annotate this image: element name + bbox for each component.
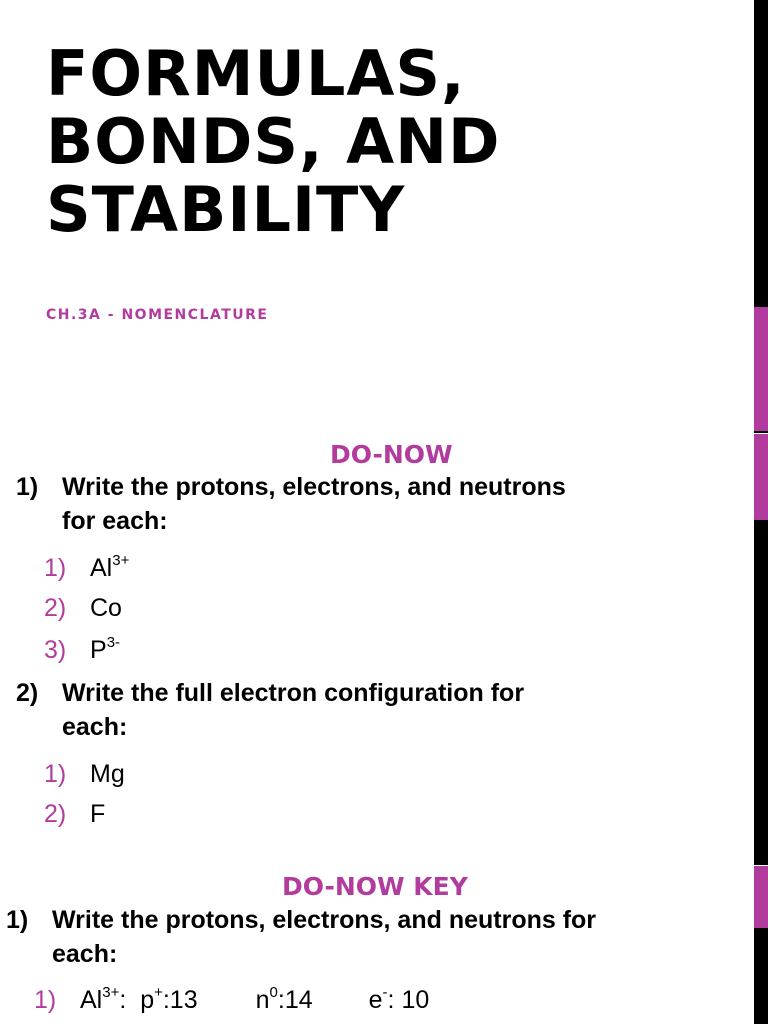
question-1-line-1: Write the protons, electrons, and neutrons (62, 473, 566, 501)
slide-title (46, 37, 501, 246)
list-item: 1) $Al^{3+}$ (44, 552, 130, 582)
sidebar-accent (754, 434, 768, 520)
do-now-key-heading: DO-NOW KEY (282, 872, 468, 901)
key-question-1-line-2: each: (52, 940, 118, 968)
list-item: 1) Mg (44, 760, 125, 788)
title-line-3: STABILITY (46, 173, 406, 246)
slide-sidebar (754, 866, 768, 1024)
question-1-number: 1) (16, 473, 39, 501)
key-question-1-line-1: Write the protons, electrons, and neutrons for (52, 906, 597, 934)
slide-sidebar (754, 434, 768, 865)
slide-subtitle: CH.3A - NOMENCLATURE (46, 307, 269, 323)
sidebar-accent (754, 866, 768, 928)
electron-value: : 10 (387, 986, 430, 1014)
answer-row: 1) $Al^{3+}$: p+:13 $n^0:14$ e-: 10 (34, 984, 430, 1014)
list-item: 2) Co (44, 594, 122, 622)
title-slide (0, 0, 754, 433)
slide-sidebar (754, 0, 768, 433)
question-2-line-2: each: (62, 713, 128, 741)
key-question-1 (6, 903, 746, 971)
key-question-1-number: 1) (6, 906, 29, 934)
electron-label: e (368, 986, 383, 1014)
question-1 (16, 470, 716, 538)
proton-value: :13 (162, 986, 198, 1014)
list-item: 3) $P^{3-}$ (44, 634, 121, 664)
do-now-heading: DO-NOW (330, 440, 453, 469)
do-now-key-slide (0, 866, 754, 1024)
question-1-line-2: for each: (62, 507, 168, 535)
neutron-label: n (255, 986, 270, 1014)
list-item: 2) F (44, 800, 106, 828)
neutron-value: :14 (277, 986, 313, 1014)
question-2-number: 2) (16, 679, 39, 707)
title-line-1: FORMULAS, (46, 37, 466, 110)
question-2 (16, 676, 716, 744)
question-2-line-1: Write the full electron configuration for (62, 679, 525, 707)
proton-label: p (140, 986, 155, 1014)
do-now-slide (0, 434, 754, 865)
title-line-2: BONDS, AND (46, 105, 501, 178)
sidebar-accent (754, 307, 768, 431)
